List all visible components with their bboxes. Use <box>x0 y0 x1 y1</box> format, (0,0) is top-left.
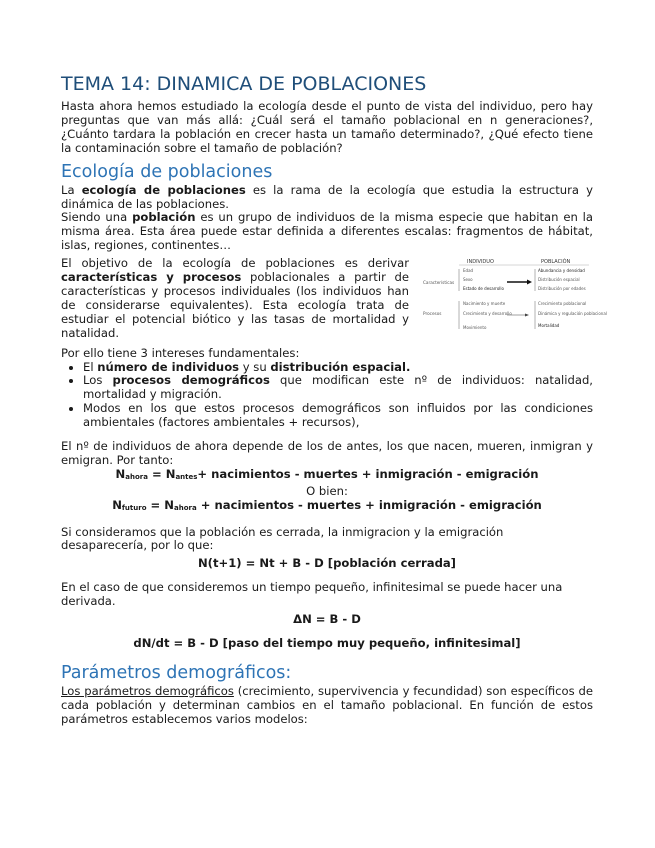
paragraph-definition: La ecología de poblaciones es la rama de la ecología que estudia la estructura y dinámica de las poblaciones. <box>61 182 593 211</box>
interests-list <box>61 361 593 431</box>
paragraph-intereses: Por ello tiene 3 intereses fundamentales: <box>61 345 300 360</box>
diagram-crecimiento: Crecimiento y desarrollo <box>463 311 512 317</box>
diagram-movimiento: Movimiento <box>463 325 487 331</box>
individual-population-diagram <box>421 257 607 335</box>
diagram-abundancia: Abundancia y densidad <box>538 268 585 274</box>
paragraph-poblacion: Siendo una población es un grupo de individuos de la misma especie que habitan en la misma área. Esta área puede estar definida a diferentes escalas: fragmentos de hábitat, islas, regiones, continentes… <box>61 210 593 253</box>
diagram-mortalidad: Mortalidad <box>538 323 560 329</box>
diagram-dinamica: Dinámica y regulación poblacional <box>538 311 607 317</box>
or-label: O bien: <box>306 483 348 498</box>
list-item: • Modos en los que estos procesos demográficos son influidos por las condiciones ambientales (factores ambientales + recursos), <box>83 402 593 430</box>
diagram-estado: Estado de desarrollo <box>463 286 504 292</box>
paragraph-parametros: Los parámetros demográficos (crecimiento, supervivencia y fecundidad) son específicos de cada población y determinan cambios en el tamaño poblacional. En función de estos parámetros establecemos varios modelos: <box>61 683 593 726</box>
equation-4: ΔN = B - D <box>293 612 361 627</box>
page-title: TEMA 14: DINAMICA DE POBLACIONES <box>61 73 427 95</box>
paragraph-objetivo: El objetivo de la ecología de poblaciones es derivar características y procesos poblacionales a partir de características y procesos individuales (los individuos han de considerarse equivalentes). Esta ecología trata de estudiar el potencial biótico y las tasas de mortalidad y natalidad. <box>61 256 409 340</box>
equation-1: $N_{ahora} = N_{antes}+$ nacimientos - muertes + inmigración - emigración <box>115 466 539 481</box>
diagram-left-procesos: Procesos <box>423 311 442 317</box>
section-heading-ecologia: Ecología de poblaciones <box>61 161 273 182</box>
document-page <box>61 72 607 727</box>
list-item: • El número de individuos y su distribución espacial. <box>83 361 593 375</box>
diagram-distribucion: Distribución espacial <box>538 277 580 283</box>
diagram-crec-pob: Crecimiento poblacional <box>538 301 587 307</box>
diagram-edades: Distribución por edades <box>538 286 586 292</box>
section-heading-parametros: Parámetros demográficos: <box>61 662 292 683</box>
paragraph-derivada: En el caso de que consideremos un tiempo pequeño, infinitesimal se puede hacer una derivada. <box>61 580 563 609</box>
equation-5: dN/dt = B - D [paso del tiempo muy pequeño, infinitesimal] <box>133 636 521 650</box>
diagram-nacimiento: Nacimiento y muerte <box>463 301 506 307</box>
equation-3: N(t+1) = Nt + B - D [población cerrada] <box>197 556 456 571</box>
equation-2: $N_{futuro} = N_{ahora}$ + nacimientos - muertes + inmigración - emigración <box>112 497 542 512</box>
diagram-col-poblacion: POBLACIÓN <box>541 259 571 266</box>
intro-paragraph: Hasta ahora hemos estudiado la ecología desde el punto de vista del individuo, pero hay preguntas que van más allá: ¿Cuál será el tamaño poblacional en n generaciones?, ¿Cuánto tardara la población en crecer hasta un tamaño determinado?, ¿Qué efecto tiene la contaminación sobre el tamaño de población? <box>61 99 593 155</box>
diagram-sexo: Sexo <box>463 277 473 283</box>
diagram-left-caracteristicas: Características <box>423 280 455 286</box>
diagram-edad: Edad <box>463 268 474 274</box>
paragraph-individuos: El nº de individuos de ahora depende de los de antes, los que nacen, mueren, inmigran y emigran. Por tanto: <box>61 439 593 467</box>
objective-block <box>61 256 607 340</box>
paragraph-cerrada: Si consideramos que la población es cerrada, la inmigracion y la emigración desaparecería, por lo que: <box>61 524 504 553</box>
list-item: • Los procesos demográficos que modifican este nº de individuos: natalidad, mortalidad y migración. <box>83 374 593 402</box>
diagram-col-individuo: INDIVIDUO <box>467 259 494 266</box>
